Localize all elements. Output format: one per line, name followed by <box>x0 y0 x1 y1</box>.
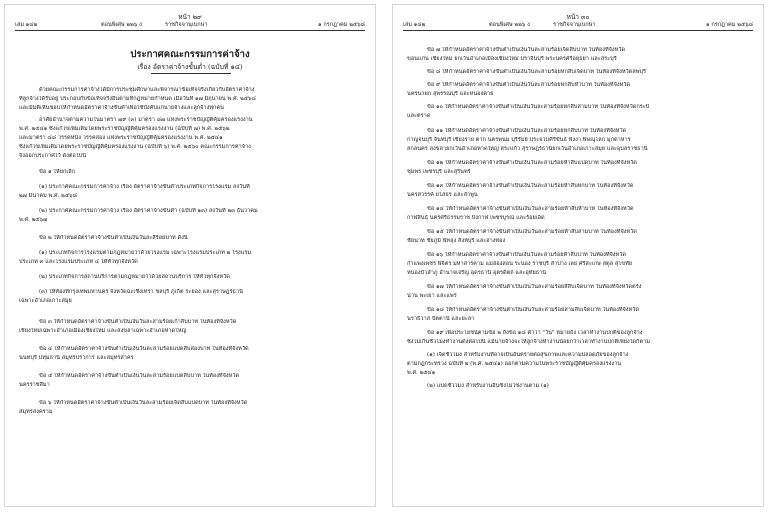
body-line: นครราชสีมา <box>19 382 50 388</box>
header-volume: เล่ม ๑๔๒ <box>15 22 38 28</box>
body-line: ซึ่งแก้ไขเพิ่มเติมโดยพระราชบัญญัติคุ้มครองแรงงาน (ฉบับที่ ๖) พ.ศ. ๒๕๖๐ คณะกรรมการค่าจ้าง <box>19 144 251 150</box>
body-line: ขอนแก่น เชียงใหม่ ยกเว้นอำเภอเมืองเชียงใหม่ ปราจีนบุรี พระนครศรีอยุธยา และสระบุรี <box>407 56 617 62</box>
body-line: (๒) ประเภทกิจการสถานบริการตามกฎหมายว่าด้วยสถานบริการ ให้ทั่วทุกจังหวัด <box>39 274 230 280</box>
body-line: (๓) ให้ท้องที่กรุงเทพมหานคร จังหวัดฉะเชิงเทรา ชลบุรี ภูเก็ต ระยอง และสุราษฎร์ธานี <box>39 289 243 295</box>
document-title: ประกาศคณะกรรมการค่าจ้าง <box>130 49 250 60</box>
body-line: จึงออกประกาศไว้ ดังต่อไปนี้ <box>19 153 87 159</box>
title-divider <box>151 73 231 74</box>
body-line: และมาตรา ๘๘ วรรคหนึ่ง วรรคสอง แห่งพระราชบัญญัติคุ้มครองแรงงาน พ.ศ. ๒๕๔๑ <box>19 135 223 141</box>
body-line: กาญจนบุรี จันทบุรี เชียงราย ตาก นครพนม บุรีรัมย์ ประจวบคีรีขันธ์ พังงา พิษณุโลก มุกดาหาร <box>407 137 631 143</box>
body-line: ชัยนาท ชัยภูมิ พัทลุง สิงห์บุรี และอ่างทอง <box>407 238 506 244</box>
body-line: และมีมติเห็นชอบให้กำหนดอัตราค่าจ้างขั้นต่ำเพื่อใช้บังคับแก่นายจ้างและลูกจ้างทุกคน <box>19 105 224 111</box>
body-line: ประเภท ๓ และโรงแรมประเภท ๔ ให้ทั่วทุกจังหวัด <box>19 259 138 265</box>
body-line: ซึ่งไม่เกินชั่วโมงทำงานดังต่อไปนี้ แม้นายจ้างจะให้ลูกจ้างทำงานน้อยกว่าเวลาทำงานปกติเพียงใดก็ตาม <box>407 339 650 345</box>
clause-heading: ข้อ ๗ ให้กำหนดอัตราค่าจ้างขั้นต่ำเป็นเงินวันละสามร้อยเจ็ดสิบบาท ในท้องที่จังหวัด <box>427 47 626 53</box>
page-number: หน้า ๓๐ <box>566 13 590 21</box>
clause-heading: ข้อ ๖ ให้กำหนดอัตราค่าจ้างขั้นต่ำเป็นเงินวันละสามร้อยเจ็ดสิบแปดบาท ในท้องที่จังหวัด <box>39 400 248 406</box>
clause-heading: ข้อ ๒ ให้กำหนดอัตราค่าจ้างขั้นต่ำเป็นเงินวันละสี่ร้อยบาท ดังนี้ <box>39 235 188 241</box>
clause-heading: ข้อ ๑๙ เพื่อประโยชน์ตามข้อ ๒ ถึงข้อ ๑๘ คำว่า "วัน" หมายถึง เวลาทำงานปกติของลูกจ้าง <box>427 330 643 336</box>
body-line: (๒) ประกาศคณะกรรมการค่าจ้าง เรื่อง อัตราค่าจ้างขั้นต่ำ (ฉบับที่ ๑๓) ลงวันที่ ๒๓ ธันวาคม <box>39 208 258 214</box>
body-line: (๑) ประเภทกิจการโรงแรมตามกฎหมายว่าด้วยโรงแรม เฉพาะโรงแรมประเภท ๒ โรงแรม <box>39 250 252 256</box>
clause-heading: ข้อ ๔ ให้กำหนดอัตราค่าจ้างขั้นต่ำเป็นเงินวันละสามร้อยแปดสิบสองบาท ในท้องที่จังหวัด <box>39 346 249 352</box>
clause-heading: ข้อ ๑๔ ให้กำหนดอัตราค่าจ้างขั้นต่ำเป็นเงินวันละสามร้อยห้าสิบห้าบาท ในท้องที่จังหวัด <box>427 206 634 212</box>
clause-heading: ข้อ ๙ ให้กำหนดอัตราค่าจ้างขั้นต่ำเป็นเงินวันละสามร้อยหกสิบห้าบาท ในท้องที่จังหวัด <box>427 82 631 88</box>
gazette-page-right <box>392 4 764 507</box>
body-line: (๑) เจ็ดชั่วโมง สำหรับงานที่อาจเป็นอันตรายต่อสุขภาพและความปลอดภัยของลูกจ้าง <box>427 352 629 358</box>
gazette-header <box>15 21 365 31</box>
header-volume: เล่ม ๑๔๒ <box>403 22 426 28</box>
body-line: ๒๗ มีนาคม พ.ศ. ๒๕๖๘ <box>19 193 77 199</box>
body-line: พ.ศ. ๒๕๖๗ <box>19 217 48 223</box>
body-line: นนทบุรี ปทุมธานี สมุทรปราการ และสมุทรสาคร <box>19 355 134 361</box>
body-line: เฉพาะอำเภอเกาะสมุย <box>19 298 72 304</box>
body-line: พ.ศ. ๒๕๔๑ <box>407 370 436 376</box>
body-line: อาศัยอำนาจตามความในมาตรา ๗๙ (๓) มาตรา ๘๗ แห่งพระราชบัญญัติคุ้มครองแรงงาน <box>39 117 253 123</box>
clause-heading: ข้อ ๑๑ ให้กำหนดอัตราค่าจ้างขั้นต่ำเป็นเงินวันละสามร้อยหกสิบบาท ในท้องที่จังหวัด <box>427 128 627 134</box>
clause-heading: ข้อ ๑ ให้ยกเลิก <box>39 169 76 175</box>
clause-heading: ข้อ ๑๕ ให้กำหนดอัตราค่าจ้างขั้นต่ำเป็นเงินวันละสามร้อยห้าสิบสามบาท ในท้องที่จังหวัด <box>427 229 637 235</box>
body-line: ตามกฎกระทรวง ฉบับที่ ๒ (พ.ศ. ๒๕๔๑) ออกตามความในพระราชบัญญัติคุ้มครองแรงงาน <box>407 361 622 367</box>
body-line: น่าน พะเยา และแพร่ <box>407 293 457 299</box>
gazette-header <box>403 21 753 31</box>
clause-heading: ข้อ ๑๒ ให้กำหนดอัตราค่าจ้างขั้นต่ำเป็นเงินวันละสามร้อยห้าสิบแปดบาท ในท้องที่จังหวัด <box>427 160 637 166</box>
clause-heading: ข้อ ๑๗ ให้กำหนดอัตราค่าจ้างขั้นต่ำเป็นเงินวันละสามร้อยสี่สิบเจ็ดบาท ในท้องที่จังหวัดตรัง <box>427 284 642 290</box>
body-line: ด้วยคณะกรรมการค่าจ้างได้มีการประชุมศึกษาและพิจารณาข้อเท็จจริงเกี่ยวกับอัตราค่าจ้าง <box>39 87 255 93</box>
body-line: ที่ลูกจ้างได้รับอยู่ ประกอบกับข้อเท็จจริงอื่นตามที่กฎหมายกำหนด เมื่อวันที่ ๑๗ มิถุนายน พ.ศ. ๒๕๖๘ <box>19 96 256 102</box>
body-line: นครสวรรค์ ยโสธร และลำพูน <box>407 192 478 198</box>
body-line: สมุทรสงคราม <box>19 409 53 415</box>
body-line: และตราด <box>407 113 431 119</box>
body-line: (๒) แปดชั่วโมง สำหรับงานอื่นซึ่งไม่ใช่งานตาม (๑) <box>427 383 549 389</box>
header-section: ตอนพิเศษ ๒๒๖ ง <box>489 22 530 28</box>
body-line: (๑) ประกาศคณะกรรมการค่าจ้าง เรื่อง อัตราค่าจ้างขั้นต่ำประเภทกิจการโรงแรม ลงวันที่ <box>39 184 250 190</box>
clause-heading: ข้อ ๕ ให้กำหนดอัตราค่าจ้างขั้นต่ำเป็นเงินวันละสามร้อยแปดสิบบาท ในท้องที่จังหวัด <box>39 373 240 379</box>
header-gazette-name: ราชกิจจานุเบกษา <box>553 22 596 28</box>
body-line: กำแพงเพชร พิจิตร มหาสารคาม แม่ฮ่องสอน ระนอง ราชบุรี ลำปาง เลย ศรีสะเกษ สตูล สุโขทัย <box>407 261 633 267</box>
document-subtitle: เรื่อง อัตราค่าจ้างขั้นต่ำ (ฉบับที่ ๑๔) <box>137 63 243 71</box>
body-line: นราธิวาส ปัตตานี และยะลา <box>407 316 475 322</box>
clause-heading: ข้อ ๑๓ ให้กำหนดอัตราค่าจ้างขั้นต่ำเป็นเงินวันละสามร้อยห้าสิบหกบาท ในท้องที่จังหวัด <box>427 183 634 189</box>
header-date: ๑ กรกฎาคม ๒๕๖๘ <box>318 22 365 28</box>
body-line: กาฬสินธุ์ นครศรีธรรมราช บึงกาฬ เพชรบูรณ์ และร้อยเอ็ด <box>407 215 545 221</box>
gazette-page-left <box>4 4 376 507</box>
body-line: นครนายก สุพรรณบุรี และหนองคาย <box>407 91 494 97</box>
clause-heading: ข้อ ๑๖ ให้กำหนดอัตราค่าจ้างขั้นต่ำเป็นเงินวันละสามร้อยห้าสิบบาท ในท้องที่จังหวัด <box>427 252 626 258</box>
header-gazette-name: ราชกิจจานุเบกษา <box>165 22 208 28</box>
body-line: เชียงใหม่เฉพาะอำเภอเมืองเชียงใหม่ และสงขลาเฉพาะอำเภอหาดใหญ่ <box>19 328 187 334</box>
body-line: พ.ศ. ๒๕๔๑ ซึ่งแก้ไขเพิ่มเติมโดยพระราชบัญญัติคุ้มครองแรงงาน (ฉบับที่ ๗) พ.ศ. ๒๕๖๒ <box>19 126 230 132</box>
header-section: ตอนพิเศษ ๒๒๖ ง <box>101 22 142 28</box>
clause-heading: ข้อ ๓ ให้กำหนดอัตราค่าจ้างขั้นต่ำเป็นเงินวันละสามร้อยเก้าสิบบาท ในท้องที่จังหวัด <box>39 319 237 325</box>
page-number: หน้า ๒๙ <box>178 13 202 21</box>
body-line: สกลนคร สงขลายกเว้นอำเภอหาดใหญ่ สระแก้ว สุราษฎร์ธานียกเว้นอำเภอเกาะสมุย และอุบลราชธานี <box>407 146 648 152</box>
clause-heading: ข้อ ๑๘ ให้กำหนดอัตราค่าจ้างขั้นต่ำเป็นเงินวันละสามร้อยสามสิบเจ็ดบาท ในท้องที่จังหวัด <box>427 307 639 313</box>
clause-heading: ข้อ ๘ ให้กำหนดอัตราค่าจ้างขั้นต่ำเป็นเงินวันละสามร้อยหกสิบเจ็ดบาท ในท้องที่จังหวัดลพบุรี <box>427 69 646 75</box>
clause-heading: ข้อ ๑๐ ให้กำหนดอัตราค่าจ้างขั้นต่ำเป็นเงินวันละสามร้อยหกสิบสามบาท ในท้องที่จังหวัดกระบี่ <box>427 104 650 110</box>
body-line: ชุมพร เพชรบุรี และสุรินทร์ <box>407 169 471 175</box>
body-line: หนองบัวลำภู อำนาจเจริญ อุดรธานี อุตรดิตถ์ และอุทัยธานี <box>407 270 547 276</box>
header-date: ๑ กรกฎาคม ๒๕๖๘ <box>706 22 753 28</box>
